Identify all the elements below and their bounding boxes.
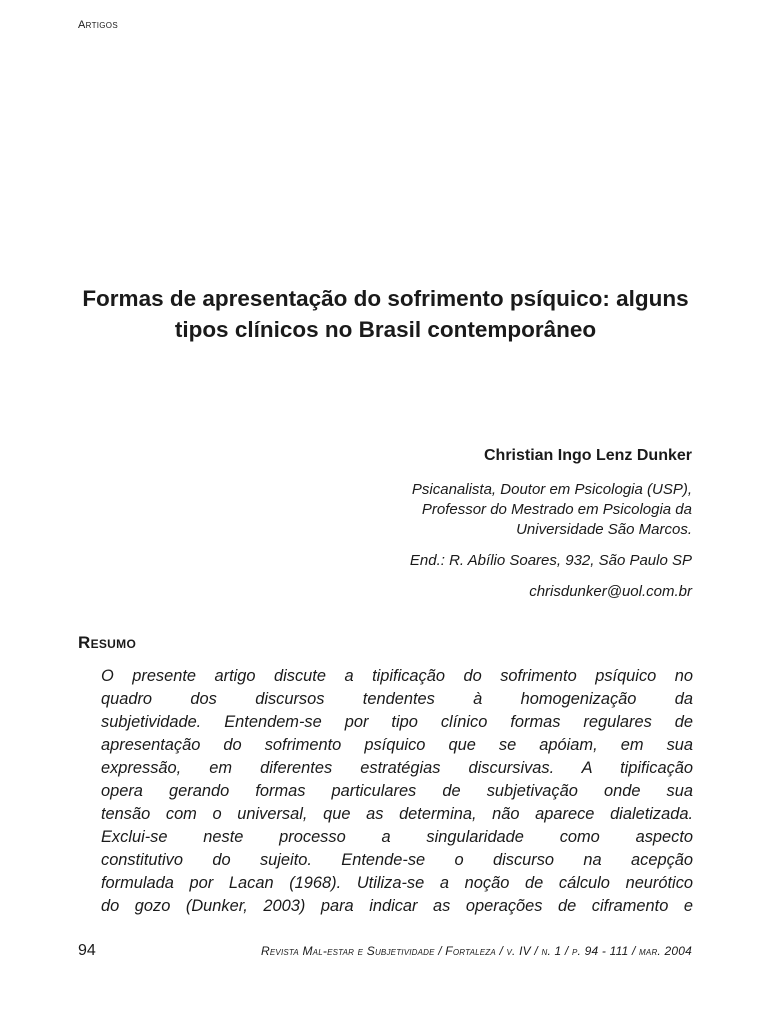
affiliation-line: Universidade São Marcos. <box>516 521 692 538</box>
abstract-line: do gozo (Dunker, 2003) para indicar as operações de ciframento e <box>101 897 693 915</box>
author-address: End.: R. Abílio Soares, 932, São Paulo SP <box>409 552 692 569</box>
abstract-line: O presente artigo discute a tipificação do sofrimento psíquico no <box>101 667 693 685</box>
abstract-body <box>101 665 693 918</box>
affiliation-line: Psicanalista, Doutor em Psicologia (USP), <box>411 481 692 498</box>
abstract-line: tensão com o universal, que as determina, não aparece dialetizada. <box>101 805 693 823</box>
abstract-heading: Resumo <box>78 633 137 652</box>
abstract-line: quadro dos discursos tendentes à homogenização da <box>101 690 693 708</box>
abstract-line: expressão, em diferentes estratégias discursivas. A tipificação <box>101 759 693 777</box>
article-title: Formas de apresentação do sofrimento psíquico: alguns tipos clínicos no Brasil contemporâneo <box>82 286 689 342</box>
abstract-line: Exclui-se neste processo a singularidade como aspecto <box>101 828 693 846</box>
author-email: chrisdunker@uol.com.br <box>529 583 692 600</box>
author-affiliation <box>412 480 692 540</box>
abstract-line: constitutivo do sujeito. Entende-se o discurso na acepção <box>101 851 693 869</box>
author-name: Christian Ingo Lenz Dunker <box>483 447 692 464</box>
page-number: 94 <box>78 942 96 959</box>
section-label: Artigos <box>78 19 118 31</box>
journal-citation: Revista Mal-estar e Subjetividade / Fortaleza / v. IV / n. 1 / p. 94 - 111 / mar. 2004 <box>261 944 692 958</box>
abstract-line: opera gerando formas particulares de subjetivação onde sua <box>101 782 693 800</box>
abstract-line: formulada por Lacan (1968). Utiliza-se a noção de cálculo neurótico <box>101 874 693 892</box>
affiliation-line: Professor do Mestrado em Psicologia da <box>421 501 692 518</box>
abstract-line: apresentação do sofrimento psíquico que se apóiam, em sua <box>101 736 693 754</box>
abstract-line: subjetividade. Entendem-se por tipo clínico formas regulares de <box>101 713 693 731</box>
